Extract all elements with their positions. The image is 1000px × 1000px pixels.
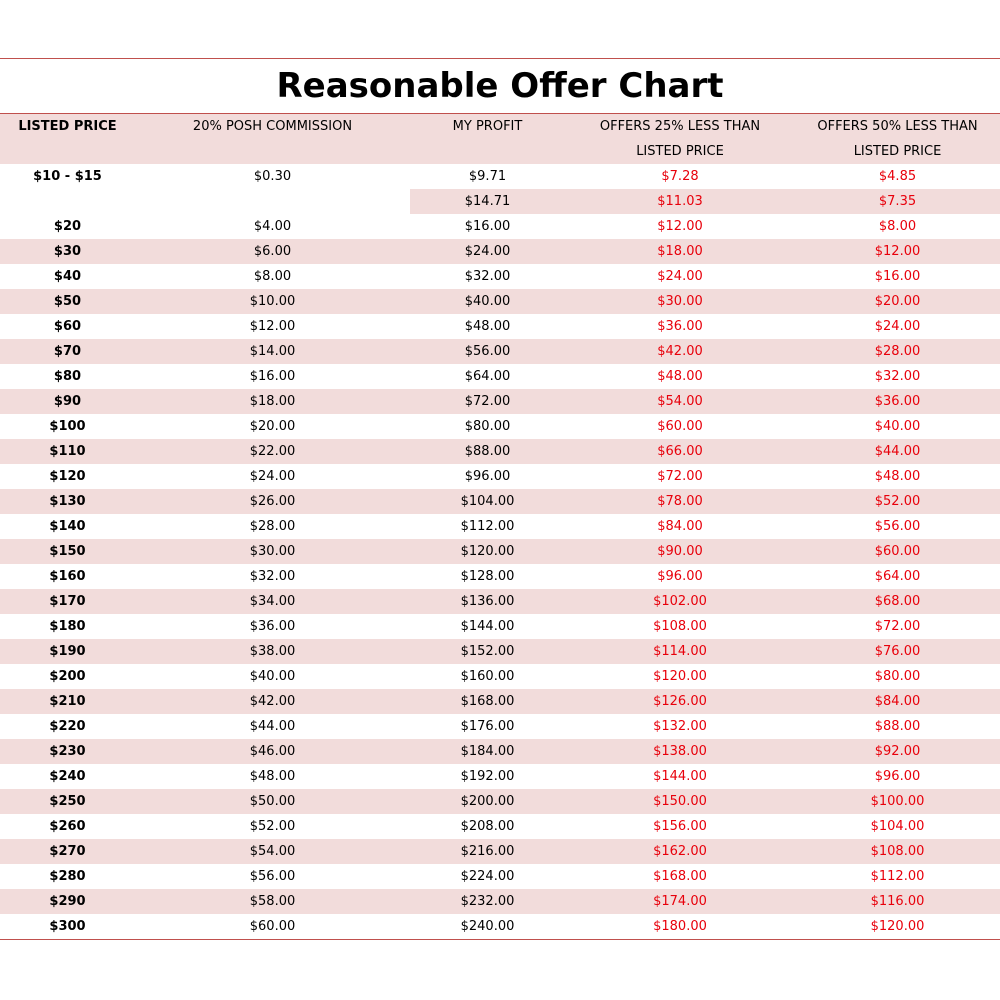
profit-cell: $64.00 bbox=[464, 369, 511, 384]
profit-cell: $136.00 bbox=[410, 589, 565, 614]
listed-price-cell: $30 bbox=[0, 239, 135, 264]
listed-price-cell: $290 bbox=[0, 889, 135, 914]
offer50-cell: $28.00 bbox=[795, 339, 1000, 364]
listed-price-cell: $270 bbox=[0, 839, 135, 864]
table-row bbox=[0, 839, 1000, 864]
offer50-cell: $36.00 bbox=[795, 389, 1000, 414]
offer50-cell: $56.00 bbox=[874, 519, 921, 534]
listed-price-cell bbox=[0, 189, 135, 214]
listed-price-cell: $300 bbox=[49, 919, 86, 934]
offer50-cell: $7.35 bbox=[795, 189, 1000, 214]
offer50-cell: $96.00 bbox=[874, 769, 921, 784]
commission-cell: $26.00 bbox=[135, 489, 410, 514]
commission-cell: $32.00 bbox=[249, 569, 296, 584]
commission-cell: $44.00 bbox=[249, 719, 296, 734]
listed-price-cell: $260 bbox=[49, 819, 86, 834]
listed-price-cell: $130 bbox=[0, 489, 135, 514]
profit-cell: $224.00 bbox=[460, 869, 515, 884]
offer25-cell: $90.00 bbox=[565, 539, 795, 564]
commission-cell: $58.00 bbox=[135, 889, 410, 914]
table-row bbox=[0, 864, 1000, 889]
table-row bbox=[0, 289, 1000, 314]
offer25-cell: $66.00 bbox=[565, 439, 795, 464]
profit-cell: $144.00 bbox=[460, 619, 515, 634]
table-row bbox=[0, 789, 1000, 814]
header-profit-label: MY PROFIT bbox=[452, 119, 523, 134]
listed-price-cell: $60 bbox=[53, 319, 82, 334]
profit-cell: $152.00 bbox=[410, 639, 565, 664]
listed-price-cell: $90 bbox=[0, 389, 135, 414]
listed-price-cell: $240 bbox=[49, 769, 86, 784]
table-row bbox=[0, 664, 1000, 689]
offer50-cell: $120.00 bbox=[870, 919, 925, 934]
header-row bbox=[0, 114, 1000, 164]
table-row bbox=[0, 914, 1000, 939]
commission-cell: $46.00 bbox=[135, 739, 410, 764]
table-row bbox=[0, 589, 1000, 614]
commission-cell: $8.00 bbox=[253, 269, 292, 284]
header-offer25-line1: OFFERS 25% LESS THAN bbox=[599, 119, 761, 134]
listed-price-cell: $80 bbox=[53, 369, 82, 384]
commission-cell: $36.00 bbox=[249, 619, 296, 634]
header-offer50-line2: LISTED PRICE bbox=[853, 144, 942, 159]
offer25-cell: $7.28 bbox=[661, 169, 699, 184]
offer50-cell: $4.85 bbox=[878, 169, 917, 184]
listed-price-cell: $120 bbox=[49, 469, 86, 484]
offer50-cell: $92.00 bbox=[795, 739, 1000, 764]
profit-cell: $104.00 bbox=[410, 489, 565, 514]
offer25-cell: $138.00 bbox=[565, 739, 795, 764]
header-profit bbox=[410, 114, 565, 164]
commission-cell: $54.00 bbox=[135, 839, 410, 864]
offer50-cell: $32.00 bbox=[874, 369, 921, 384]
listed-price-cell: $140 bbox=[49, 519, 86, 534]
table-row bbox=[0, 314, 1000, 339]
profit-cell: $24.00 bbox=[410, 239, 565, 264]
table-row bbox=[0, 889, 1000, 914]
profit-cell: $96.00 bbox=[464, 469, 511, 484]
offer50-cell: $72.00 bbox=[874, 619, 921, 634]
profit-cell: $16.00 bbox=[464, 219, 511, 234]
table-row bbox=[0, 389, 1000, 414]
offer50-cell: $52.00 bbox=[795, 489, 1000, 514]
offer25-cell: $11.03 bbox=[565, 189, 795, 214]
table-row bbox=[0, 364, 1000, 389]
listed-price-cell: $250 bbox=[0, 789, 135, 814]
commission-cell: $20.00 bbox=[249, 419, 296, 434]
commission-cell: $56.00 bbox=[249, 869, 296, 884]
header-commission-label: 20% POSH COMMISSION bbox=[192, 119, 353, 134]
table-row bbox=[0, 539, 1000, 564]
offer50-cell: $64.00 bbox=[874, 569, 921, 584]
offer50-cell: $16.00 bbox=[874, 269, 921, 284]
profit-cell: $128.00 bbox=[460, 569, 515, 584]
header-offer25-line2: LISTED PRICE bbox=[636, 144, 724, 159]
listed-price-cell: $200 bbox=[49, 669, 86, 684]
listed-price-cell: $210 bbox=[0, 689, 135, 714]
header-listed-price-label: LISTED PRICE bbox=[18, 119, 117, 134]
profit-cell: $112.00 bbox=[460, 519, 515, 534]
commission-cell: $12.00 bbox=[249, 319, 296, 334]
profit-cell: $80.00 bbox=[464, 419, 511, 434]
commission-cell: $24.00 bbox=[249, 469, 296, 484]
table-row bbox=[0, 739, 1000, 764]
offer25-cell: $174.00 bbox=[565, 889, 795, 914]
offer50-cell: $104.00 bbox=[870, 819, 925, 834]
table-row bbox=[0, 189, 1000, 214]
offer50-cell: $12.00 bbox=[795, 239, 1000, 264]
offer25-cell: $78.00 bbox=[565, 489, 795, 514]
offer25-cell: $60.00 bbox=[657, 419, 703, 434]
table-row bbox=[0, 239, 1000, 264]
offer50-cell: $88.00 bbox=[874, 719, 921, 734]
offer-table bbox=[0, 114, 1000, 939]
offer25-cell: $24.00 bbox=[657, 269, 703, 284]
table-row bbox=[0, 439, 1000, 464]
listed-price-cell: $20 bbox=[53, 219, 82, 234]
listed-price-cell: $50 bbox=[0, 289, 135, 314]
commission-cell: $28.00 bbox=[249, 519, 296, 534]
profit-cell: $32.00 bbox=[464, 269, 511, 284]
offer50-cell: $84.00 bbox=[795, 689, 1000, 714]
header-offer50 bbox=[795, 114, 1000, 164]
profit-cell: $40.00 bbox=[410, 289, 565, 314]
offer25-cell: $12.00 bbox=[657, 219, 703, 234]
offer25-cell: $144.00 bbox=[653, 769, 707, 784]
commission-cell: $30.00 bbox=[135, 539, 410, 564]
offer25-cell: $102.00 bbox=[565, 589, 795, 614]
offer50-cell: $60.00 bbox=[795, 539, 1000, 564]
profit-cell: $240.00 bbox=[460, 919, 515, 934]
listed-price-cell: $110 bbox=[0, 439, 135, 464]
offer25-cell: $48.00 bbox=[657, 369, 703, 384]
commission-cell bbox=[135, 189, 410, 214]
offer25-cell: $114.00 bbox=[565, 639, 795, 664]
commission-cell: $4.00 bbox=[253, 219, 292, 234]
table-row bbox=[0, 764, 1000, 789]
offer50-cell: $76.00 bbox=[795, 639, 1000, 664]
profit-cell: $160.00 bbox=[460, 669, 515, 684]
page-title: Reasonable Offer Chart bbox=[276, 66, 724, 106]
profit-cell: $14.71 bbox=[410, 189, 565, 214]
offer-chart-sheet bbox=[0, 58, 1000, 940]
offer50-cell: $8.00 bbox=[878, 219, 917, 234]
profit-cell: $200.00 bbox=[410, 789, 565, 814]
profit-cell: $88.00 bbox=[410, 439, 565, 464]
offer25-cell: $96.00 bbox=[657, 569, 703, 584]
listed-price-cell: $180 bbox=[49, 619, 86, 634]
offer25-cell: $54.00 bbox=[565, 389, 795, 414]
profit-cell: $9.71 bbox=[468, 169, 507, 184]
table-row bbox=[0, 464, 1000, 489]
listed-price-cell: $160 bbox=[49, 569, 86, 584]
table-row bbox=[0, 339, 1000, 364]
commission-cell: $50.00 bbox=[135, 789, 410, 814]
profit-cell: $216.00 bbox=[410, 839, 565, 864]
bottom-rule bbox=[0, 939, 1000, 940]
header-listed-price bbox=[0, 114, 135, 164]
listed-price-cell: $170 bbox=[0, 589, 135, 614]
commission-cell: $18.00 bbox=[135, 389, 410, 414]
commission-cell: $40.00 bbox=[249, 669, 296, 684]
commission-cell: $52.00 bbox=[249, 819, 296, 834]
profit-cell: $184.00 bbox=[410, 739, 565, 764]
profit-cell: $120.00 bbox=[410, 539, 565, 564]
profit-cell: $208.00 bbox=[460, 819, 515, 834]
commission-cell: $60.00 bbox=[249, 919, 296, 934]
offer50-cell: $116.00 bbox=[795, 889, 1000, 914]
table-row bbox=[0, 489, 1000, 514]
table-row bbox=[0, 639, 1000, 664]
offer25-cell: $168.00 bbox=[653, 869, 707, 884]
commission-cell: $34.00 bbox=[135, 589, 410, 614]
commission-cell: $48.00 bbox=[249, 769, 296, 784]
offer50-cell: $48.00 bbox=[874, 469, 921, 484]
commission-cell: $0.30 bbox=[253, 169, 292, 184]
listed-price-cell: $220 bbox=[49, 719, 86, 734]
offer25-cell: $18.00 bbox=[565, 239, 795, 264]
table-body bbox=[0, 164, 1000, 939]
table-row bbox=[0, 564, 1000, 589]
offer50-cell: $40.00 bbox=[874, 419, 921, 434]
offer50-cell: $112.00 bbox=[870, 869, 925, 884]
table-row bbox=[0, 514, 1000, 539]
table-row bbox=[0, 614, 1000, 639]
offer50-cell: $80.00 bbox=[874, 669, 921, 684]
listed-price-cell: $280 bbox=[49, 869, 86, 884]
listed-price-cell: $230 bbox=[0, 739, 135, 764]
offer25-cell: $162.00 bbox=[565, 839, 795, 864]
table-row bbox=[0, 814, 1000, 839]
offer25-cell: $108.00 bbox=[653, 619, 707, 634]
header-offer25 bbox=[565, 114, 795, 164]
offer25-cell: $126.00 bbox=[565, 689, 795, 714]
offer50-cell: $68.00 bbox=[795, 589, 1000, 614]
offer25-cell: $180.00 bbox=[653, 919, 707, 934]
table-row bbox=[0, 164, 1000, 189]
offer25-cell: $156.00 bbox=[653, 819, 707, 834]
commission-cell: $38.00 bbox=[135, 639, 410, 664]
profit-cell: $232.00 bbox=[410, 889, 565, 914]
table-row bbox=[0, 214, 1000, 239]
commission-cell: $6.00 bbox=[135, 239, 410, 264]
offer50-cell: $24.00 bbox=[874, 319, 921, 334]
table-row bbox=[0, 414, 1000, 439]
listed-price-cell: $10 - $15 bbox=[33, 169, 102, 184]
offer50-cell: $20.00 bbox=[795, 289, 1000, 314]
profit-cell: $72.00 bbox=[410, 389, 565, 414]
commission-cell: $16.00 bbox=[249, 369, 296, 384]
header-commission bbox=[135, 114, 410, 164]
table-row bbox=[0, 264, 1000, 289]
commission-cell: $10.00 bbox=[135, 289, 410, 314]
listed-price-cell: $190 bbox=[0, 639, 135, 664]
profit-cell: $176.00 bbox=[460, 719, 515, 734]
commission-cell: $22.00 bbox=[135, 439, 410, 464]
offer25-cell: $150.00 bbox=[565, 789, 795, 814]
offer25-cell: $42.00 bbox=[565, 339, 795, 364]
commission-cell: $14.00 bbox=[135, 339, 410, 364]
offer25-cell: $72.00 bbox=[657, 469, 703, 484]
offer25-cell: $30.00 bbox=[565, 289, 795, 314]
profit-cell: $192.00 bbox=[460, 769, 515, 784]
commission-cell: $42.00 bbox=[135, 689, 410, 714]
profit-cell: $56.00 bbox=[410, 339, 565, 364]
offer25-cell: $36.00 bbox=[657, 319, 703, 334]
offer25-cell: $120.00 bbox=[653, 669, 707, 684]
table-row bbox=[0, 689, 1000, 714]
profit-cell: $168.00 bbox=[410, 689, 565, 714]
table-row bbox=[0, 714, 1000, 739]
listed-price-cell: $70 bbox=[0, 339, 135, 364]
listed-price-cell: $40 bbox=[53, 269, 82, 284]
profit-cell: $48.00 bbox=[464, 319, 511, 334]
offer25-cell: $84.00 bbox=[657, 519, 703, 534]
offer50-cell: $108.00 bbox=[795, 839, 1000, 864]
offer50-cell: $100.00 bbox=[795, 789, 1000, 814]
header-offer50-line1: OFFERS 50% LESS THAN bbox=[817, 119, 978, 134]
listed-price-cell: $100 bbox=[49, 419, 86, 434]
listed-price-cell: $150 bbox=[0, 539, 135, 564]
offer50-cell: $44.00 bbox=[795, 439, 1000, 464]
offer25-cell: $132.00 bbox=[653, 719, 707, 734]
